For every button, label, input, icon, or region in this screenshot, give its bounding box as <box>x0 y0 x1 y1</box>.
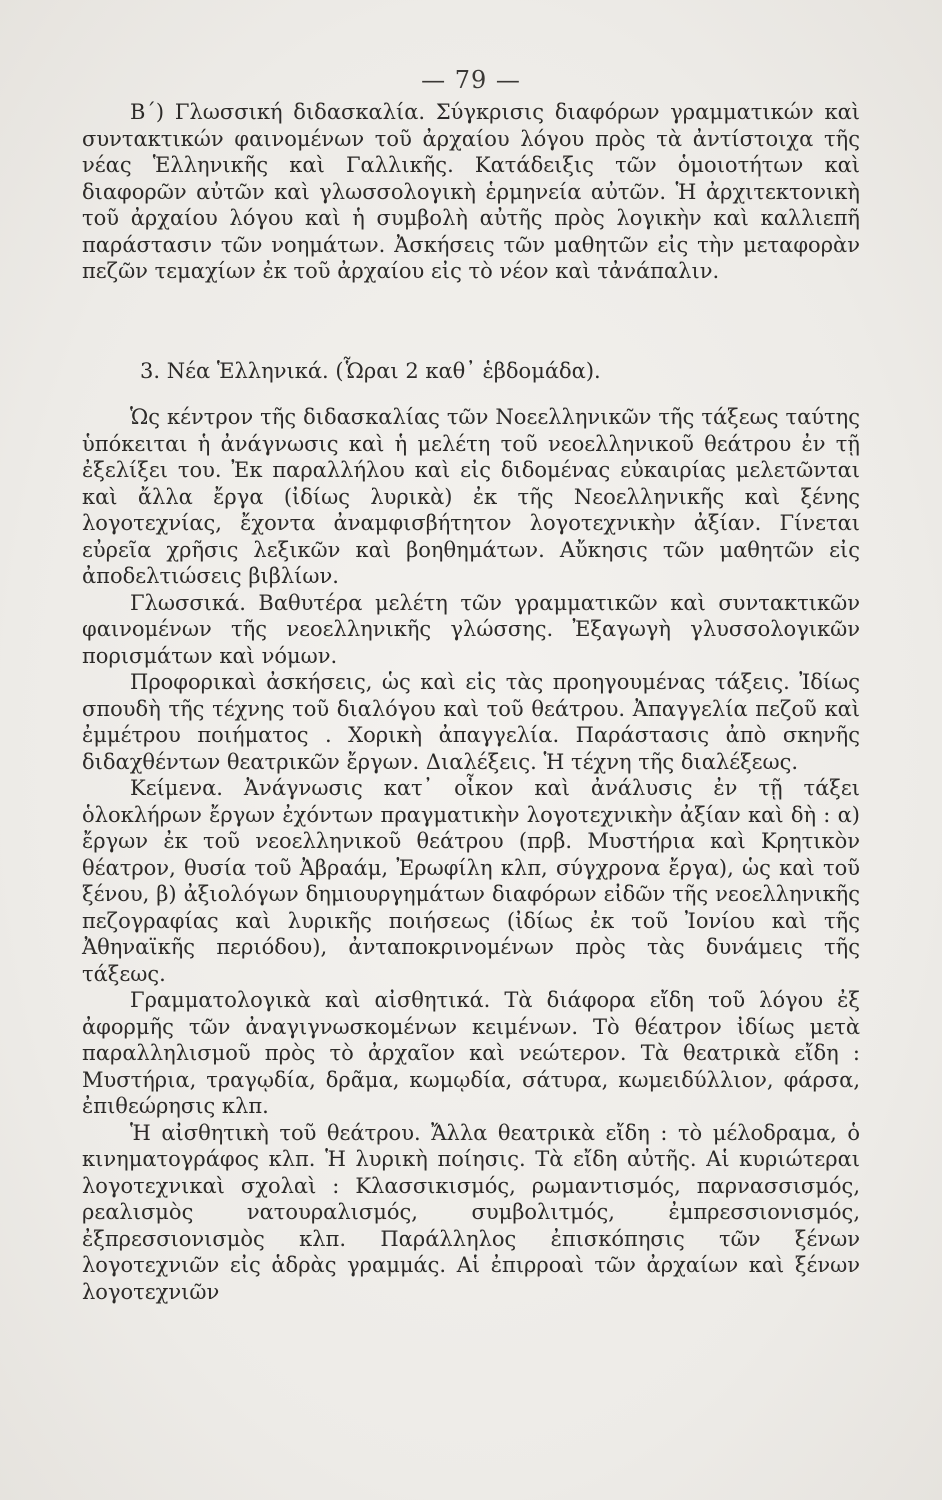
page-number: — 79 — <box>421 66 521 94</box>
paragraph-keimena: Κείμενα. Ἀνάγνωσις κατ᾽ οἶκον καὶ ἀνάλυσις ἐν τῇ τάξει ὁλοκλήρων ἔργων ἐχόντων πραγματικὴν λογοτεχνικὴν ἀξίαν καὶ δὴ : α) ἔργων ἐκ τοῦ νεοελληνικοῦ θεάτρου (πρβ. Μυστήρια καὶ Κρητικὸν θέατρον, θυσία τοῦ Ἀβραάμ, Ἐρωφίλη κλπ, σύγχρονα ἔργα), ὡς καὶ τοῦ ξένου, β) ἀξιολόγων δημιουργημάτων διαφόρων εἰδῶν τῆς νεοελληνικῆς πεζογραφίας καὶ λυρικῆς ποιήσεως (ἰδίως ἐκ τοῦ Ἰονίου καὶ τῆς Ἀθηναϊκῆς περιόδου), ἀνταποκρινομένων πρὸς τὰς δυνάμεις τῆς τάξεως. <box>82 776 860 986</box>
paragraph-intro: Ὡς κέντρον τῆς διδασκαλίας τῶν Νοεελληνικῶν τῆς τάξεως ταύτης ὑπόκειται ἡ ἀνάγνωσις καὶ ἡ μελέτη τοῦ νεοελληνικοῦ θεάτρου ἐν τῇ ἐξελίξει του. Ἐκ παραλλήλου καὶ εἰς διδομένας εὐκαιρίας μελετῶνται καὶ ἄλλα ἔργα (ἰδίως λυρικὰ) ἐκ τῆς Νεοελληνικῆς καὶ ξένης λογοτεχνίας, ἔχοντα ἀναμφισβήτητον λογοτεχνικὴν ἀξίαν. Γίνεται εὐρεῖα χρῆσις λεξικῶν καὶ βοηθημάτων. Αὔκησις τῶν μαθητῶν εἰς ἀποδελτιώσεις βιβλίων. <box>82 405 860 588</box>
paragraph-grammatologika: Γραμματολογικὰ καὶ αἰσθητικά. Τὰ διάφορα εἴδη τοῦ λόγου ἐξ ἀφορμῆς τῶν ἀναγιγνωσκομένων κειμένων. Τὸ θέατρον ἰδίως μετὰ παραλληλισμοῦ πρὸς τὸ ἀρχαῖον καὶ νεώτερον. Τὰ θεατρικὰ εἴδη : Μυστήρια, τραγῳδία, δρᾶμα, κωμῳδία, σάτυρα, κωμειδύλλιον, φάρσα, ἐπιθεώρησις κλπ. <box>82 988 860 1118</box>
section-b-paragraph: Β΄) Γλωσσική διδασκαλία. Σύγκρισις διαφόρων γραμματικών καὶ συντακτικών φαινομένων τοῦ ἀρχαίου λόγου πρὸς τὰ ἀντίστοιχα τῆς νέας Ἑλληνικῆς καὶ Γαλλικῆς. Κατάδειξις τῶν ὁμοιοτήτων καὶ διαφορῶν αὐτῶν καὶ γλωσσολογικὴ ἑρμηνεία αὐτῶν. Ἡ ἀρχιτεκτονικὴ τοῦ ἀρχαίου λόγου καὶ ἡ συμβολὴ αὐτῆς πρὸς λογικὴν καὶ καλλιεπῆ παράστασιν τῶν νοημάτων. Ἀσκήσεις τῶν μαθητῶν εἰς τὴν μεταφορὰν πεζῶν τεμαχίων ἐκ τοῦ ἀρχαίου εἰς τὸ νέον καὶ τἀνάπαλιν. <box>82 100 860 283</box>
paragraph-aisthitiki: Ἡ αἰσθητικὴ τοῦ θεάτρου. Ἄλλα θεατρικὰ εἴδη : τὸ μέλοδραμα, ὁ κινηματογράφος κλπ. Ἡ λυρικὴ ποίησις. Τὰ εἴδη αὐτῆς. Αἱ κυριώτεραι λογοτεχνικαὶ σχολαὶ : Κλασσικισμός, ρωμαντισμός, παρνασσισμός, ρεαλισμὸς νατουραλισμός, συμβολιτμός, ἐμπρεσσιονισμός, ἐξπρεσσιονισμὸς κλπ. Παράλληλος ἐπισκόπησις τῶν ξένων λογοτεχνιῶν εἰς ἁδρὰς γραμμάς. Αἱ ἐπιρροαὶ τῶν ἀρχαίων καὶ ξένων λογοτεχνιῶν <box>82 1120 860 1304</box>
section-b-block <box>82 99 860 285</box>
section-3-heading: 3. Νέα Ἑλληνικά. (Ὧραι 2 καθ᾽ ἑβδομάδα). <box>140 359 601 383</box>
paragraph-glossika: Γλωσσικά. Βαθυτέρα μελέτη τῶν γραμματικῶν καὶ συντακτικῶν φαινομένων τῆς νεοελληνικῆς γλώσσης. Ἐξαγωγὴ γλυσσολογικῶν πορισμάτων καὶ νόμων. <box>82 590 860 668</box>
paragraph-proforikai: Προφορικαὶ ἀσκήσεις, ὡς καὶ εἰς τὰς προηγουμένας τάξεις. Ἰδίως σπουδὴ τῆς τέχνης τοῦ διαλόγου καὶ τοῦ θεάτρου. Ἀπαγγελία πεζοῦ καὶ ἐμμέτρου ποιήματος . Χορικὴ ἀπαγγελία. Παράστασις ἀπὸ σκηνῆς διδαχθέντων θεατρικῶν ἔργων. Διαλέξεις. Ἡ τέχνη τῆς διαλέξεως. <box>82 670 860 774</box>
section-3-body <box>82 404 860 1305</box>
